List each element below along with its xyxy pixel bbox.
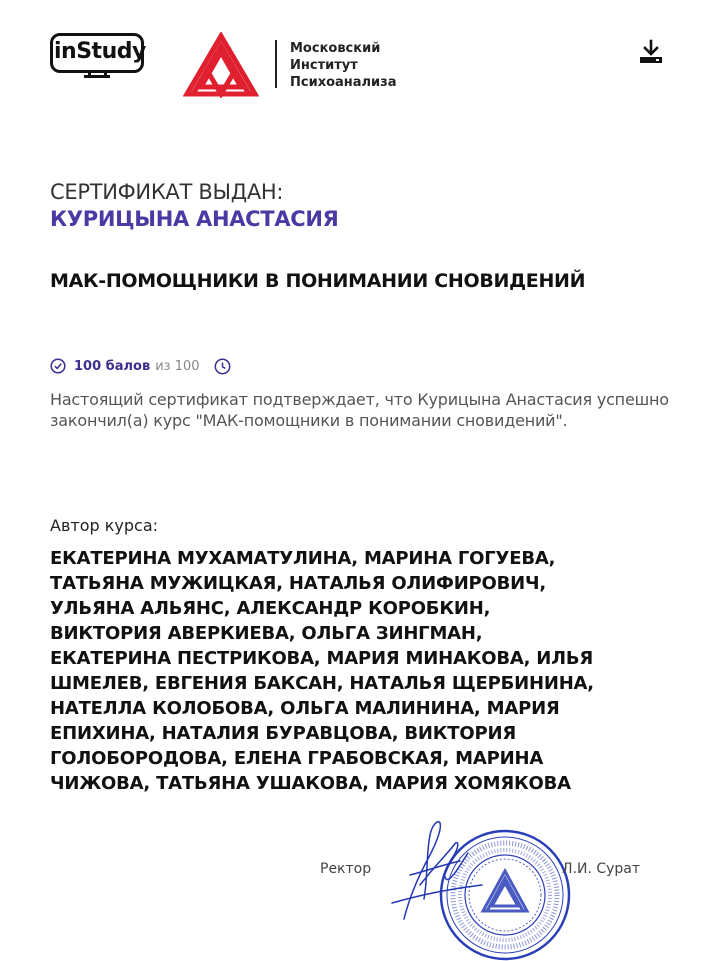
author-line: УЛЬЯНА АЛЬЯНС, АЛЕКСАНДР КОРОБКИН, [50,598,491,619]
author-line: ШМЕЛЕВ, ЕВГЕНИЯ БАКСАН, НАТАЛЬЯ ЩЕРБИНИНА, [50,673,594,694]
institute-name-line: Институт [290,58,358,73]
author-line: ТАТЬЯНА МУЖИЦКАЯ, НАТАЛЬЯ ОЛИФИРОВИЧ, [50,573,547,594]
certificate-issued-label: СЕРТИФИКАТ ВЫДАН: [50,180,284,204]
author-line: ВИКТОРИЯ АВЕРКИЕВА, ОЛЬГА ЗИНГМАН, [50,623,483,644]
author-line: ЕПИХИНА, НАТАЛИЯ БУРАВЦОВА, ВИКТОРИЯ [50,723,517,744]
rector-label: Ректор [320,861,372,877]
author-line: ЕКАТЕРИНА МУХАМАТУЛИНА, МАРИНА ГОГУЕВА, [50,548,556,569]
clock-icon [214,358,231,375]
author-label: Автор курса: [50,516,159,535]
institute-logo-icon [183,32,259,98]
institute-name-line: Московский [290,41,381,56]
instudy-logo-base [84,75,110,78]
signature-icon [390,815,510,925]
author-line: ГОЛОБОРОДОВА, ЕЛЕНА ГРАБОВСКАЯ, МАРИНА [50,748,544,769]
score-value: 100 балов [74,358,151,374]
author-line: НАТЕЛЛА КОЛОБОВА, ОЛЬГА МАЛИНИНА, МАРИЯ [50,698,560,719]
instudy-logo [50,33,150,83]
author-line: ЧИЖОВА, ТАТЬЯНА УШАКОВА, МАРИЯ ХОМЯКОВА [50,773,571,794]
institute-name [290,40,397,91]
download-icon[interactable] [637,38,665,66]
author-line: ЕКАТЕРИНА ПЕСТРИКОВА, МАРИЯ МИНАКОВА, ИЛЬЯ [50,648,594,669]
recipient-name: КУРИЦЫНА АНАСТАСИЯ [50,207,339,231]
check-circle-icon [50,358,66,374]
header-divider [275,40,277,88]
rector-name: Л.И. Сурат [562,861,641,877]
author-list [50,546,680,796]
instudy-logo-text: inStudy [54,39,146,64]
institute-name-line: Психоанализа [290,75,397,90]
course-title: МАК-ПОМОЩНИКИ В ПОНИМАНИИ СНОВИДЕНИЙ [50,270,586,292]
score-max: из 100 [155,358,200,374]
certificate-description: Настоящий сертификат подтверждает, что Курицына Анастасия успешно закончил(а) курс "МАК-помощники в понимании сновидений". [50,390,669,430]
score-row [50,356,231,376]
